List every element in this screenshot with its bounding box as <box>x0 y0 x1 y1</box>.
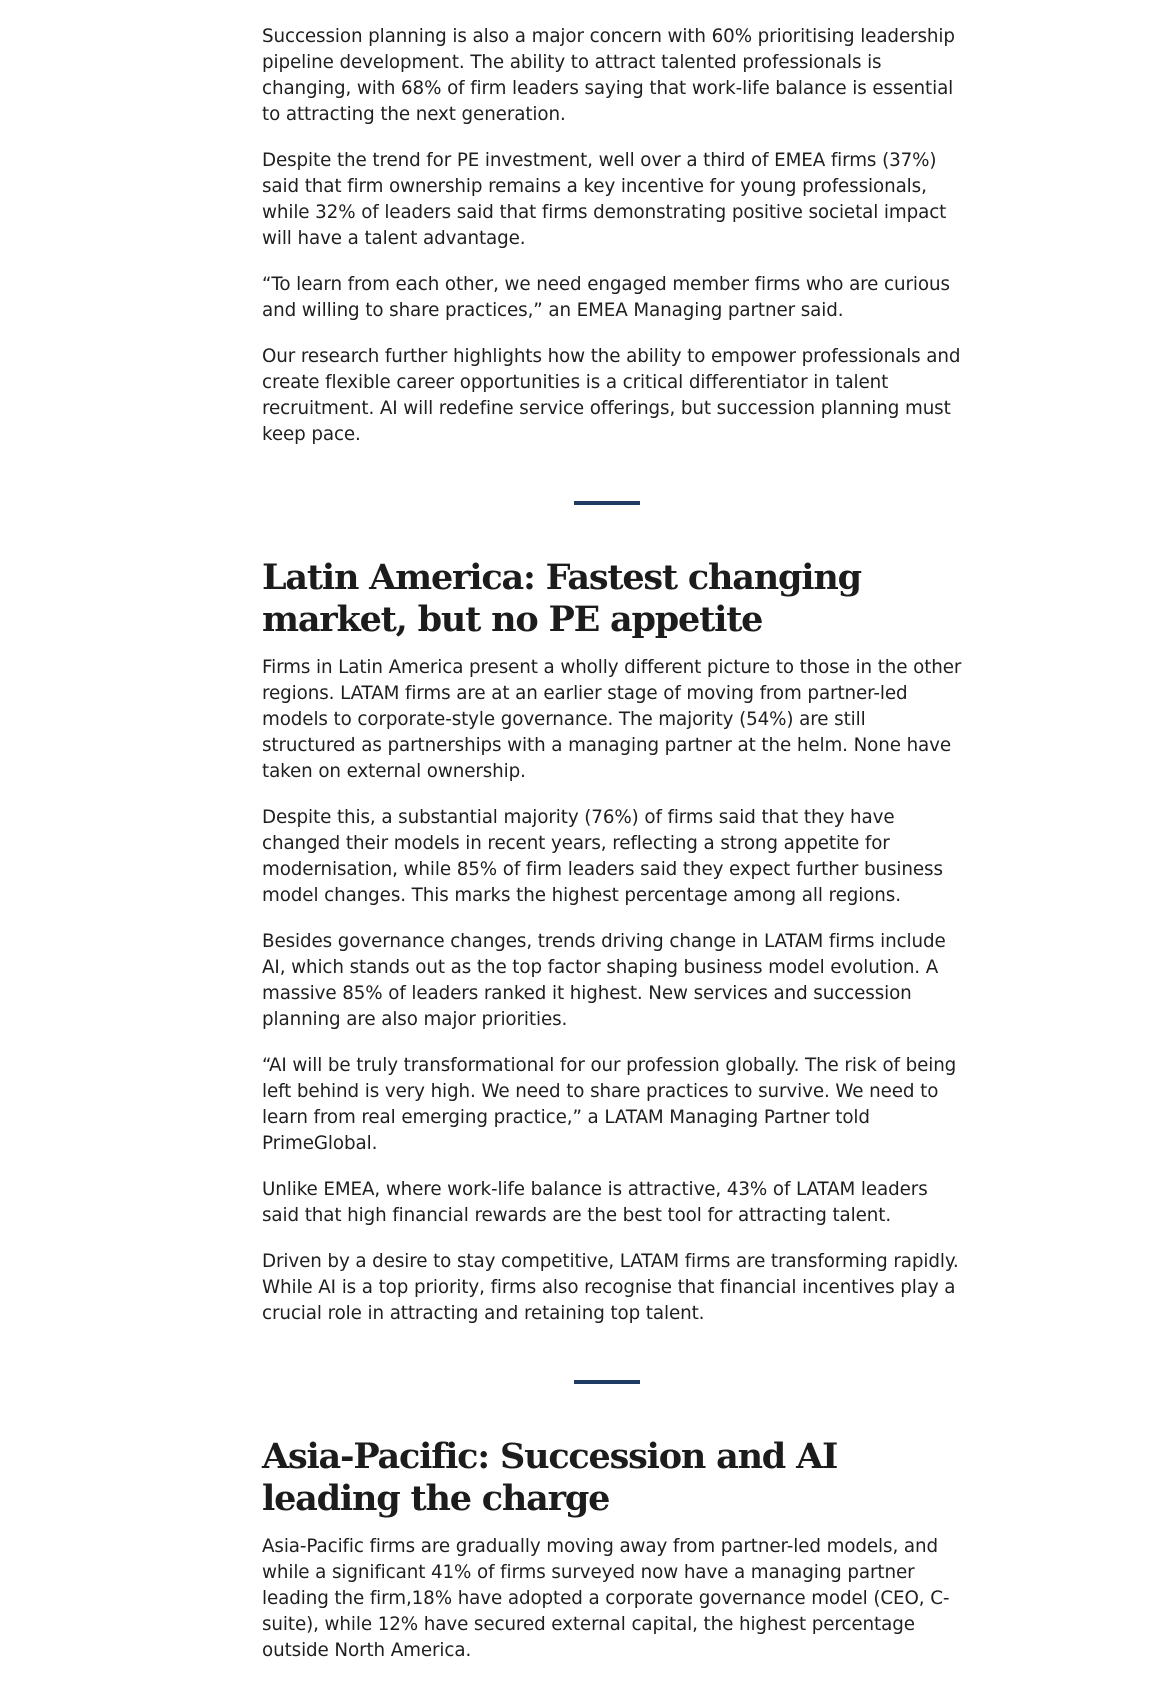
apac-heading: Asia-Pacific: Succession and AI leading the charge <box>262 1436 838 1519</box>
latam-heading: Latin America: Fastest changing market, but no PE appetite <box>262 557 861 640</box>
apac-paragraph: Asia-Pacific firms are gradually moving away from partner-led models, and while a significant 41% of firms surveyed now have a managing partner leading the firm,18% have adopted a corporate governance model (CEO, C-suite), while 12% have secured external capital, the highest percentage outside North America. <box>262 1536 950 1661</box>
section-divider <box>574 1380 640 1384</box>
article-body <box>262 0 962 1684</box>
intro-cut-paragraph <box>262 0 962 4</box>
latam-paragraph: Besides governance changes, trends driving change in LATAM firms include AI, which stands out as the top factor shaping business model evolution. A massive 85% of leaders ranked it highest. New services and succession planning are also major priorities. <box>262 931 946 1030</box>
intro-paragraph: Succession planning is also a major concern with 60% prioritising leadership pipeline development. The ability to attract talented professionals is changing, with 68% of firm leaders saying that work-life balance is essential to attracting the next generation. <box>262 26 955 125</box>
intro-paragraph: “To learn from each other, we need engaged member firms who are curious and willing to share practices,” an EMEA Managing partner said. <box>262 274 950 321</box>
latam-paragraph: Despite this, a substantial majority (76%) of firms said that they have changed their models in recent years, reflecting a strong appetite for modernisation, while 85% of firm leaders said they expect further business model changes. This marks the highest percentage among all regions. <box>262 807 943 906</box>
section-divider <box>574 501 640 505</box>
intro-paragraph: Our research further highlights how the ability to empower professionals and create flexible career opportunities is a critical differentiator in talent recruitment. AI will redefine service offerings, but succession planning must keep pace. <box>262 346 961 445</box>
latam-paragraph: “AI will be truly transformational for our profession globally. The risk of being left behind is very high. We need to share practices to survive. We need to learn from real emerging practice,” a LATAM Managing Partner told PrimeGlobal. <box>262 1055 957 1154</box>
latam-paragraph: Unlike EMEA, where work-life balance is attractive, 43% of LATAM leaders said that high financial rewards are the best tool for attracting talent. <box>262 1179 928 1226</box>
latam-paragraph: Driven by a desire to stay competitive, LATAM firms are transforming rapidly. While AI is a top priority, firms also recognise that financial incentives play a crucial role in attracting and retaining top talent. <box>262 1251 959 1324</box>
latam-paragraph: Firms in Latin America present a wholly different picture to those in the other regions. LATAM firms are at an earlier stage of moving from partner-led models to corporate-style governance. The majority (54%) are still structured as partnerships with a managing partner at the helm. None have taken on external ownership. <box>262 657 962 782</box>
intro-paragraph: Despite the trend for PE investment, well over a third of EMEA firms (37%) said that firm ownership remains a key incentive for young professionals, while 32% of leaders said that firms demonstrating positive societal impact will have a talent advantage. <box>262 150 947 249</box>
